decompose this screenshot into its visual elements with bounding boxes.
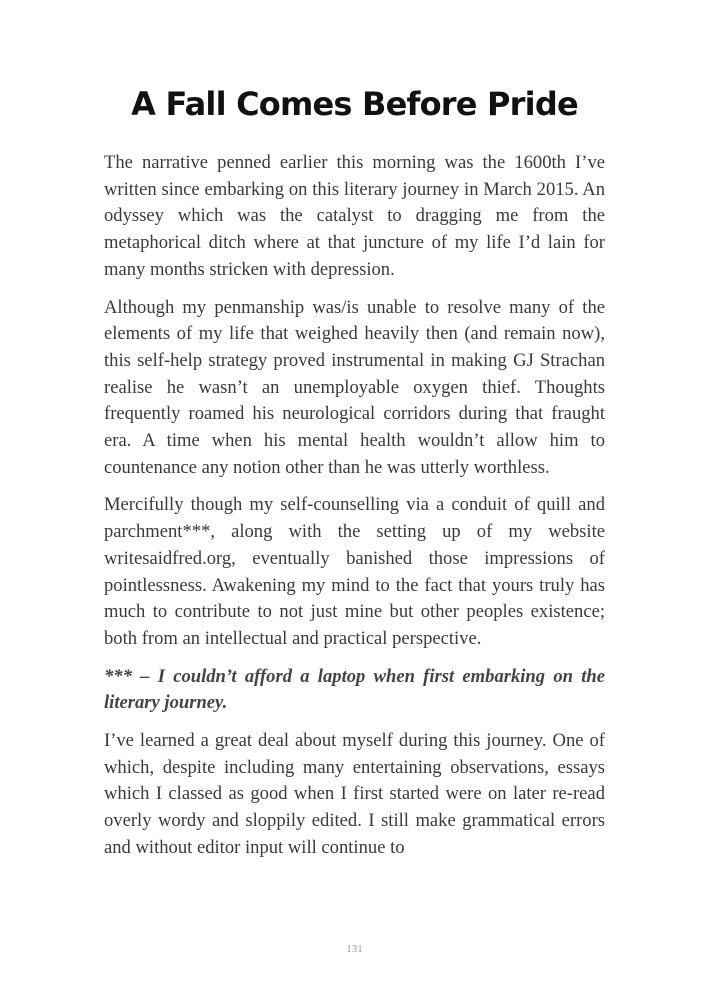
chapter-body [104, 150, 605, 873]
paragraph: The narrative penned earlier this morning was the 1600th I’ve written since embarking on this literary journey in March 2015. An odyssey which was the catalyst to dragging me from the metaphorical ditch where at that juncture of my life I’d lain for many months stricken with depression. [104, 152, 605, 280]
paragraph: Mercifully though my self-counselling via a conduit of quill and parchment***, along with the setting up of my website writesaidfred.org, eventually banished those impressions of pointlessness. Awakening my mind to the fact that yours truly has much to contribute to not just mine but other peoples existence; both from an intellectual and practical perspective. [104, 494, 605, 649]
chapter-title: A Fall Comes Before Pride [131, 85, 578, 123]
page-number: 131 [346, 943, 363, 955]
paragraph: I’ve learned a great deal about myself during this journey. One of which, despite including many entertaining observations, essays which I classed as good when I first started were on later re-read overly wordy and sloppily edited. I still make grammatical errors and without editor input will continue to [104, 730, 605, 858]
paragraph: Although my penmanship was/is unable to resolve many of the elements of my life that weighed heavily then (and remain now), this self-help strategy proved instrumental in making GJ Strachan realise he wasn’t an unemployable oxygen thief. Thoughts frequently roamed his neurological corridors during that fraught era. A time when his mental health wouldn’t allow him to countenance any notion other than he was utterly worthless. [104, 296, 605, 478]
footnote-paragraph: *** – I couldn’t afford a laptop when first embarking on the literary journey. [104, 665, 605, 714]
